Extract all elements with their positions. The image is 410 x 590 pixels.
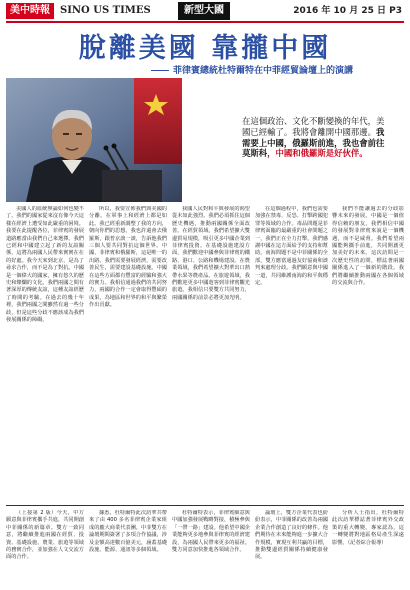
article-paragraph: 在這個過程中，我們也需要加強在禁毒、反恐、打擊跨國犯罪等領域的合作。毒品問題是菲律賓面臨的最嚴重的社會問題之一，我們正在全力打擊。我們感謝中國在這方面給予的支持和幫助。南海問題不是中菲關係的全部，雙方應當通過友好協商和談判來處理分歧。我們願意與中國一道，共同維護南海的和平與穩定。 [255,206,328,287]
continued-column-4 [255,510,328,588]
pull-quote-accent: ，中國和俄羅斯是好伙伴。 [267,148,368,159]
masthead-logo-en: SINO US TIMES [60,5,151,16]
pull-quote [242,116,392,159]
article-paragraph: 美國人的血統無論如何也變不了。我們的國家從來沒有像今天這樣在經濟上遭受如此嚴重的困境。我要在此提醒各位，菲律賓的發展道路應當由我們自己來選擇。我們已經和中國建立起了新的友誼關係，這將為兩國人民帶來實實在在的好處。我今天來到北京，是為了尋求合作，而不是為了對抗。中國是一個偉大的國家，擁有悠久的歷史和燦爛的文化。我們兩國之間有著深厚的傳統友誼，這種友誼經歷了時間的考驗。在過去的幾十年裡，我們兩國之間雖然有過一些分歧，但是這些分歧不應該成為我們發展關係的障礙。 [6,206,84,324]
article-paragraph: 我國人民對和平與發展的渴望從未如此強烈。我們必須抓住這個歷史機遇，推動兩國關係全面改善。在經貿領域，我們希望擴大雙邊貿易規模，吸引更多中國企業到菲律賓投資。在基礎設施建設方面，我們歡迎中國參與菲律賓的鐵路、港口、公路和機場建設。在農業領域，我們希望擴大對華出口熱帶水果等農產品。在旅遊領域，我們歡迎更多中國遊客到菲律賓觀光旅遊。我相信只要雙方共同努力，兩國關係的前景必將更加光明。 [172,206,250,301]
article-paragraph: 論壇上，雙方企業代表也紛紛表示，中菲關係的改善為兩國企業合作創造了良好的條件。他們期待在未來能夠進一步擴大合作規模，實現互利共贏的目標，推動雙邊經貿關係持續健康發展。 [255,510,328,561]
continued-column-5 [332,510,404,588]
section-divider [6,505,404,506]
subhead-dash [151,70,169,71]
masthead-logo-cn: 美中時報 [6,3,54,19]
article-column-2 [89,206,167,502]
continued-column-2 [89,510,167,588]
issue-date: 2016 年 10 月 25 日 P3 [293,6,402,16]
article-paragraph: （上接第 2 版）今天，中方願意與菲律賓攜手共進，共同開創中菲關係的新篇章。雙方一致同意，將繼續推進兩國在經貿、投資、基礎設施、農業、旅遊等領域的務實合作，並加強在人文交流方面的合作。 [6,510,84,561]
section-tag: 新型大國 [178,2,230,20]
article-paragraph: 據悉，杜特爾特此次訪華共帶來了由 400 多名菲律賓企業家組成的龐大商業代表團。中菲雙方在論壇期間簽署了多項合作協議，涉及金額高達數百億美元，涵蓋基礎設施、能源、通訊等多個領域。 [89,510,167,554]
article-column-4 [255,206,328,502]
headline: 脫離美國 靠攏中國 [78,33,332,64]
article-column-3 [172,206,250,502]
continued-column-3 [172,510,250,588]
article-column-5 [332,206,404,502]
masthead-rule [6,21,404,23]
article-paragraph: 杜特爾特表示，菲律賓願意與中國加強發展戰略對接，積極參與「一帶一路」建設。他希望中國企業能夠更多地參與菲律賓的經濟建設，為兩國人民帶來更多的福祉。雙方同意加快推進各領域合作。 [172,510,250,554]
article-paragraph: 我們不能讓過去的分歧影響未來的發展。中國是一個值得信賴的朋友，我們相信中國的發展對菲律賓來說是一個機遇，而不是威脅。我們希望兩國能夠攜手前進，共同開創更加美好的未來。這次訪問是一次歷史性的訪問，標誌著兩國關係進入了一個新的階段。我們將繼續推動兩國在各個領域的交流與合作。 [332,206,404,287]
article-paragraph: 分析人士指出，杜特爾特此次訪華標誌著菲律賓外交政策的重大轉變。專家認為，這一轉變將對地區格局產生深遠影響。（記者綜合報導） [332,510,404,546]
masthead [0,0,410,22]
continued-column-1 [6,510,84,588]
subheadline [100,63,404,76]
speaker-photo-illustration [6,78,182,202]
subhead-text: 菲律賓總統杜特爾特在中菲經貿論壇上的演講 [172,66,353,76]
pull-quote-lead: 在這個政治、文化不斷變換的年代，美國已經輸了。我將會離開中國那邊。 [242,116,385,137]
pull-quote-strong: 我需要上中國，俄羅斯前進，我也會前往莫斯科 [242,126,385,159]
speaker-photo [6,78,182,202]
article-paragraph: 所以，我要宣佈我們與美國的分離。在軍事上和經濟上都是如此。我已經重新調整了我的方向，朝向你們的思想，我也許還會去俄羅斯，跟普京談一談，告訴他我們三個人要共同對抗這個世界。中國、菲律賓和俄羅斯，這是唯一的出路。我們需要發展經濟，需要改善民生，需要建設基礎設施。中國在這些方面都有豐富的經驗和強大的實力。我相信通過我們的共同努力，兩國的合作一定會取得豐碩的成果，為地區和世界的和平與繁榮作出貢獻。 [89,206,167,309]
article-column-1 [6,206,84,502]
